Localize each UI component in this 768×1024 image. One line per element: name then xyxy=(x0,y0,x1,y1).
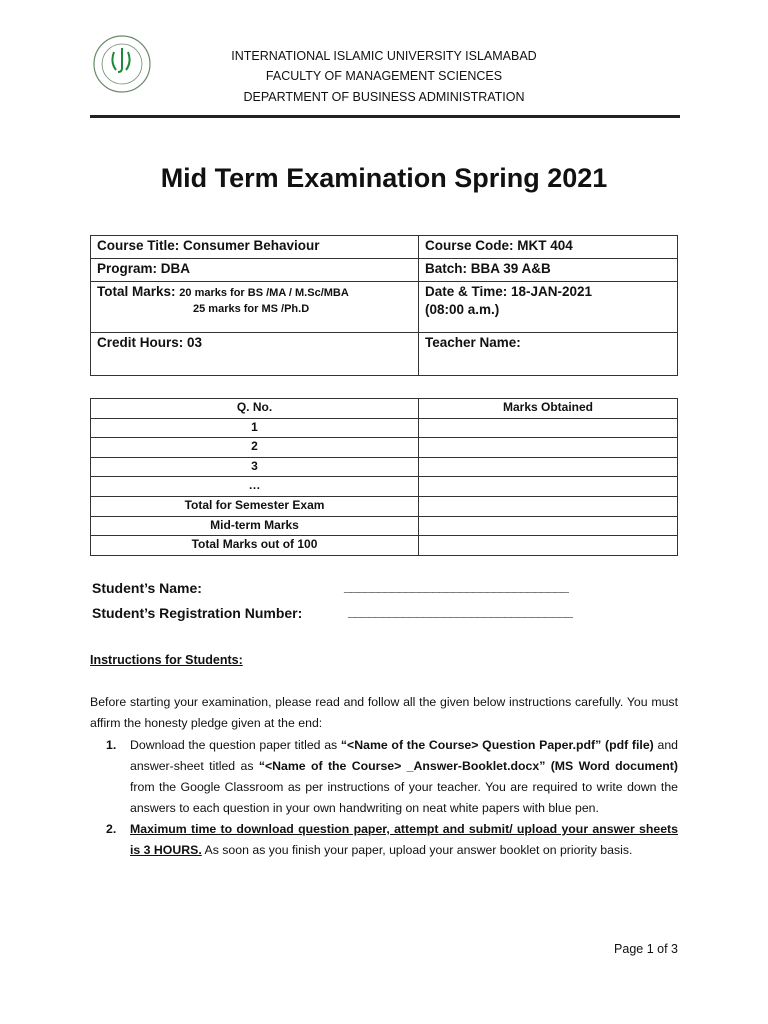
exam-title: Mid Term Examination Spring 2021 xyxy=(160,163,608,193)
row-label: Total for Semester Exam xyxy=(91,496,419,516)
total-marks xyxy=(91,282,419,333)
university-logo xyxy=(92,34,152,94)
total-marks-label: Total Marks: xyxy=(97,284,176,299)
total-marks-bs: 20 marks for BS /MA / M.Sc/MBA xyxy=(179,287,349,299)
marks-cell[interactable] xyxy=(419,438,678,458)
item-number: 2. xyxy=(106,822,117,836)
table-row xyxy=(91,496,678,516)
department-name: DEPARTMENT OF BUSINESS ADMINISTRATION xyxy=(243,90,525,104)
row-label: … xyxy=(91,477,419,497)
text: from the Google Classroom as per instructions of your teacher. You are required to write down the answers to each question in your own handwriting on neat white papers with blue pen. xyxy=(130,780,678,815)
marks-cell[interactable] xyxy=(419,457,678,477)
row-label: Total Marks out of 100 xyxy=(91,536,419,556)
student-name-field[interactable]: _________________________________ xyxy=(344,578,568,594)
row-label: 2 xyxy=(91,438,419,458)
batch: Batch: BBA 39 A&B xyxy=(419,259,678,282)
course-title: Course Title: Consumer Behaviour xyxy=(91,236,419,259)
marks-cell[interactable] xyxy=(419,516,678,536)
date-time xyxy=(419,282,678,333)
instructions-heading: Instructions for Students: xyxy=(90,653,243,667)
university-name: INTERNATIONAL ISLAMIC UNIVERSITY ISLAMABAD xyxy=(231,49,537,63)
text: “<Name of the Course> _Answer-Booklet.docx” (MS Word document) xyxy=(258,759,678,773)
header-divider xyxy=(90,115,680,118)
marks-cell[interactable] xyxy=(419,418,678,438)
table-row xyxy=(91,516,678,536)
table-row xyxy=(91,536,678,556)
date: Date & Time: 18-JAN-2021 xyxy=(425,284,593,299)
text: “<Name of the Course> Question Paper.pdf” (pdf file) xyxy=(340,738,654,752)
teacher-name: Teacher Name: xyxy=(419,333,678,376)
header-marks: Marks Obtained xyxy=(419,399,678,419)
student-name-label: Student’s Name: xyxy=(92,580,202,596)
marks-table xyxy=(90,398,678,556)
credit-hours: Credit Hours: 03 xyxy=(91,333,419,376)
text: Download the question paper titled as xyxy=(130,738,341,752)
course-code: Course Code: MKT 404 xyxy=(419,236,678,259)
instructions-list xyxy=(106,735,678,861)
list-item xyxy=(106,819,678,861)
table-row xyxy=(91,477,678,497)
row-label: 3 xyxy=(91,457,419,477)
marks-cell[interactable] xyxy=(419,496,678,516)
text: and answer-sheet titled as xyxy=(130,738,678,773)
table-row xyxy=(91,418,678,438)
header-qno: Q. No. xyxy=(91,399,419,419)
item-number: 1. xyxy=(106,738,117,752)
instructions-intro: Before starting your examination, please read and follow all the given below instructions carefully. You must affirm the honesty pledge given at the end: xyxy=(90,695,678,730)
table-row xyxy=(91,457,678,477)
faculty-name: FACULTY OF MANAGEMENT SCIENCES xyxy=(265,69,503,83)
text: Maximum time to download question paper, attempt and submit/ upload your answer sheets is 3 HOURS. xyxy=(130,822,678,857)
registration-field[interactable]: _________________________________ xyxy=(348,603,572,619)
text: As soon as you finish your paper, upload your answer booklet on priority basis. xyxy=(201,843,633,857)
page-number: Page 1 of 3 xyxy=(614,942,678,956)
table-row xyxy=(91,438,678,458)
course-info-table xyxy=(90,235,678,376)
total-marks-ms: 25 marks for MS /Ph.D xyxy=(193,303,310,315)
time: (08:00 a.m.) xyxy=(425,302,500,317)
program: Program: DBA xyxy=(91,259,419,282)
row-label: 1 xyxy=(91,418,419,438)
row-label: Mid-term Marks xyxy=(91,516,419,536)
marks-cell[interactable] xyxy=(419,536,678,556)
list-item xyxy=(106,735,678,819)
registration-label: Student’s Registration Number: xyxy=(92,605,303,621)
marks-cell[interactable] xyxy=(419,477,678,497)
